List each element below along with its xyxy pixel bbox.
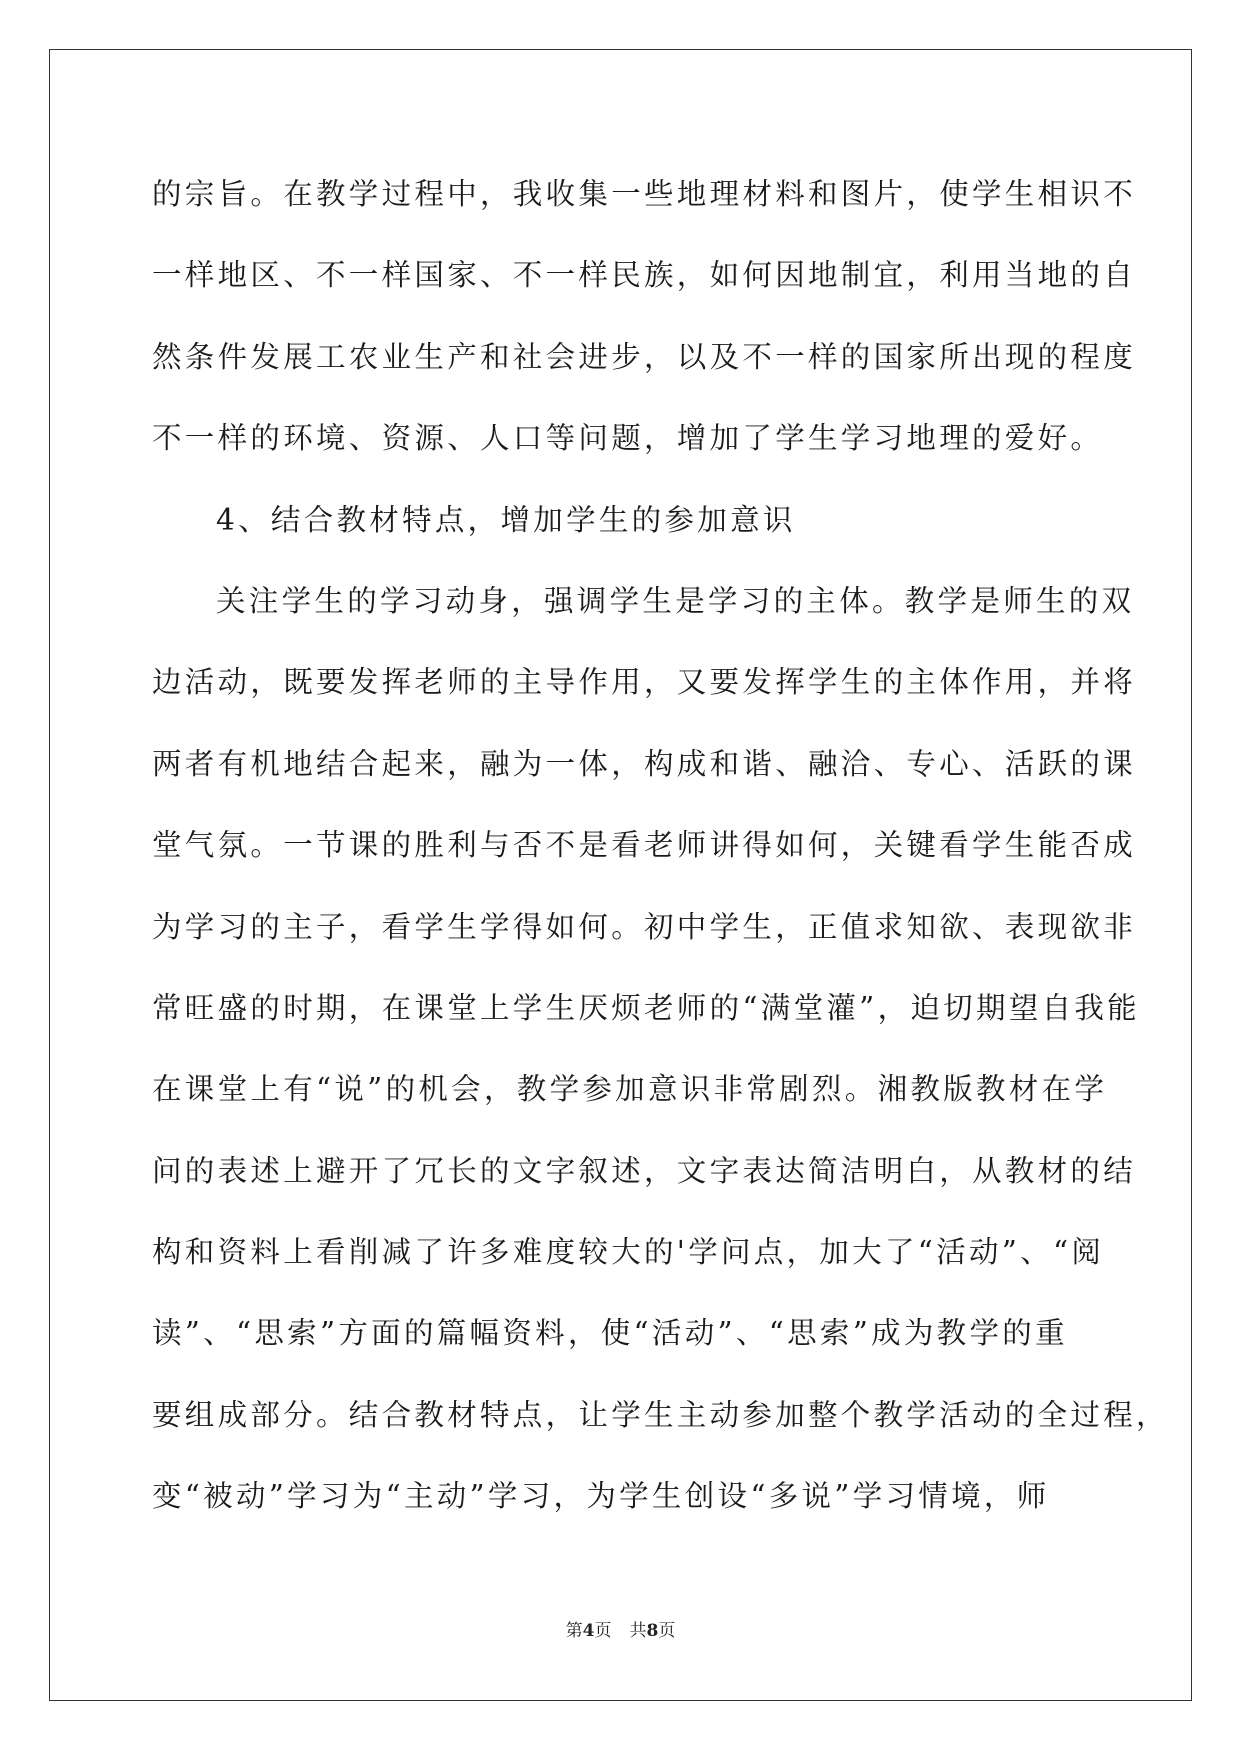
text-line: 读”、“思索”方面的篇幅资料，使“活动”、“思索”成为教学的重 [152,1316,1068,1351]
document-body [152,154,1169,1538]
page-suffix: 页 [594,1621,612,1641]
text-line: 构和资料上看削减了许多难度较大的'学问点，加大了“活动”、“阅 [152,1235,1105,1270]
text-line: 要组成部分。结合教材特点，让学生主动参加整个教学活动的全过程， [152,1397,1169,1432]
text-line: 在课堂上有“说”的机会，教学参加意识非常剧烈。湘教版教材在学 [152,1072,1108,1107]
total-prefix: 共 [629,1621,647,1641]
text-line: 堂气氛。一节课的胜利与否不是看老师讲得如何，关键看学生能否成 [152,828,1137,863]
text-line: 不一样的环境、资源、人口等问题，增加了学生学习地理的爱好。 [152,421,1104,456]
text-line: 关注学生的学习动身，强调学生是学习的主体。教学是师生的双 [216,583,1135,618]
text-line: 问的表述上避开了冗长的文字叙述，文字表达简洁明白，从教材的结 [152,1153,1137,1188]
text-line: 为学习的主子，看学生学得如何。初中学生，正值求知欲、表现欲非 [152,909,1137,944]
text-line: 常旺盛的时期，在课堂上学生厌烦老师的“满堂灌”，迫切期望自我能 [152,990,1140,1025]
current-page-number: 4 [582,1621,595,1641]
text-line: 两者有机地结合起来，融为一体，构成和谐、融洽、专心、活跃的课 [152,746,1137,781]
page-prefix: 第 [565,1621,583,1641]
text-line: 的宗旨。在教学过程中，我收集一些地理材料和图片，使学生相识不 [152,177,1137,211]
section-heading: 4、结合教材特点，增加学生的参加意识 [216,502,796,537]
page-footer [0,1616,1241,1641]
text-line: 变“被动”学习为“主动”学习，为学生创设“多说”学习情境，师 [152,1479,1050,1514]
text-line: 一样地区、不一样国家、不一样民族，如何因地制宜，利用当地的自 [152,258,1137,293]
total-suffix: 页 [658,1621,676,1641]
text-line: 然条件发展工农业生产和社会进步，以及不一样的国家所出现的程度 [152,339,1137,374]
total-page-number: 8 [646,1621,659,1641]
text-line: 边活动，既要发挥老师的主导作用，又要发挥学生的主体作用，并将 [152,665,1137,700]
